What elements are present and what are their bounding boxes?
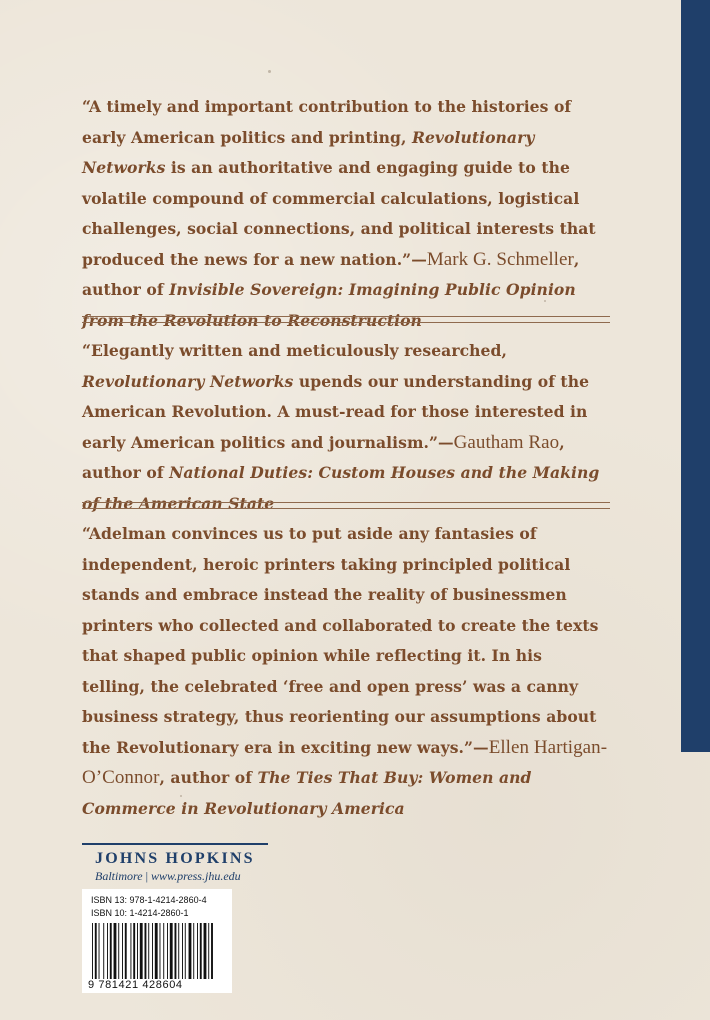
barcode-bar	[118, 923, 119, 979]
barcode-bar	[182, 923, 183, 979]
quote-author-intro: , author of	[159, 768, 258, 787]
spine-edge-bar	[681, 0, 710, 752]
barcode-bar	[130, 923, 131, 979]
quote-text: is an authoritative and engaging guide to the volatile compound of commercial calculations, logistical challenges, social connections, and political interests that produced the news for a new nation.”—	[82, 158, 596, 269]
blurb-quote-1	[82, 92, 610, 336]
isbn-10: ISBN 10: 1-4214-2860-1	[91, 908, 189, 918]
barcode-bar	[148, 923, 149, 979]
isbn-13: ISBN 13: 978-1-4214-2860-4	[91, 895, 207, 905]
barcode-bar	[175, 923, 177, 979]
quote-book-title: Revolutionary Networks	[82, 127, 535, 177]
barcode-bar	[152, 923, 153, 979]
barcode-bar	[107, 923, 108, 979]
barcode-bar	[208, 923, 209, 979]
double-rule-divider	[82, 502, 610, 509]
quote-text: “Adelman convinces us to put aside any fantasies of independent, heroic printers taking principled political stands and embrace instead the reality of businessmen printers who collected and collaborated to create the texts that shaped public opinion while reflecting it. In his telling, the celebrated ‘free and open press’ was a canny business strategy, thus reorienting our assumptions about the Revolutionary era in exciting new ways.”—	[82, 524, 599, 757]
barcode-bar	[140, 923, 143, 979]
quote-book-title: Revolutionary Networks	[82, 371, 294, 391]
quote-text: “A timely and important contribution to the histories of early American politics and printing,	[82, 97, 572, 147]
barcode-bar	[163, 923, 164, 979]
blurb-quote-3	[82, 519, 610, 824]
publisher-rule	[82, 843, 268, 845]
barcode-bar	[178, 923, 179, 979]
barcode-bar	[197, 923, 198, 979]
barcode-bar	[211, 923, 213, 979]
publisher-name: JOHNS HOPKINS	[95, 850, 255, 867]
publisher-city: Baltimore	[95, 869, 143, 883]
barcode-bar	[114, 923, 117, 979]
barcode-bar	[193, 923, 194, 979]
barcode-bar	[133, 923, 135, 979]
barcode-bar	[200, 923, 202, 979]
publisher-url: www.press.jhu.edu	[150, 869, 241, 883]
quote-author-intro: , author of	[82, 249, 580, 299]
barcode-bar	[185, 923, 186, 979]
quote-author: Gautham Rao	[453, 431, 560, 453]
paper-speck	[544, 300, 546, 302]
quote-author-book: The Ties That Buy: Women and Commerce in Revolutionary America	[82, 768, 532, 818]
publisher-separator: |	[145, 869, 148, 883]
barcode-digits: 9 781421 428604	[88, 979, 183, 991]
barcode-bar	[122, 923, 123, 979]
barcode-bar	[204, 923, 207, 979]
barcode-bar	[110, 923, 112, 979]
quote-text: “Elegantly written and meticulously researched,	[82, 341, 507, 360]
paper-speck	[420, 630, 422, 632]
barcode-bar	[92, 923, 93, 979]
barcode-bar	[160, 923, 161, 979]
barcode-bar	[99, 923, 100, 979]
barcode-bar	[189, 923, 192, 979]
barcode-bar	[125, 923, 127, 979]
quote-author-intro: , author of	[82, 432, 565, 482]
quote-author-book: Invisible Sovereign: Imagining Public Opinion from the Revolution to Reconstruction	[82, 280, 576, 330]
double-rule-divider	[82, 316, 610, 323]
barcode-bar	[103, 923, 104, 979]
blurb-quote-2	[82, 336, 610, 519]
barcode-bar	[95, 923, 97, 979]
paper-speck	[268, 70, 271, 73]
barcode-bar	[145, 923, 147, 979]
quote-author-book: National Duties: Custom Houses and the Making of the American State	[82, 463, 600, 513]
barcode-bar	[167, 923, 168, 979]
barcode-bar	[137, 923, 138, 979]
publisher-info	[95, 869, 241, 884]
quote-author: Ellen Hartigan-O’Connor	[82, 736, 608, 788]
barcode-bar	[170, 923, 173, 979]
barcode-icon	[90, 923, 224, 979]
quote-text: upends our understanding of the American Revolution. A must-read for those interested in early American politics and journalism.”—	[82, 371, 590, 452]
barcode-bar	[155, 923, 158, 979]
paper-speck	[180, 795, 182, 797]
quote-author: Mark G. Schmeller	[426, 248, 574, 270]
isbn-barcode-box	[82, 889, 232, 993]
